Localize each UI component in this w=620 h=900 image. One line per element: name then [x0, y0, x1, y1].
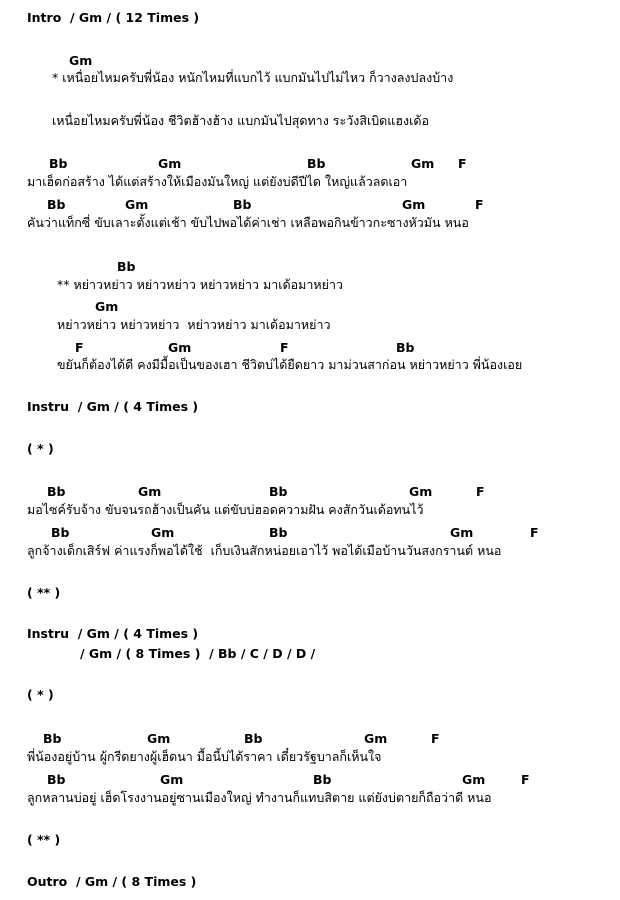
instru-line: Instru / Gm / ( 4 Times ): [27, 399, 199, 414]
lyric-line: คันว่าแท็กซี่ ขับเลาะตั้งแต่เช้า ขับไปพอได้ค่าเช่า เหลือพอกินข้าวกะซางหัวมัน หนอ: [27, 215, 469, 230]
chord: Gm: [160, 772, 184, 787]
lyric-line: ขยันก็ต้องได้ดี คงมีมื้อเป็นของเฮา ชีวิตบ่ได้ยืดยาว มาม่วนสาก่อน หย่าวหย่าว พี่น้องเอย: [57, 357, 523, 372]
chord: F: [431, 731, 440, 746]
chord: Bb: [313, 772, 332, 787]
reference-marker: ( * ): [27, 441, 54, 456]
chord: Gm: [450, 525, 474, 540]
chord: Bb: [51, 525, 70, 540]
chord: Gm: [411, 156, 435, 171]
outro-line: Outro / Gm / ( 8 Times ): [27, 874, 197, 889]
lyric-line: ลูกจ้างเด็กเสิร์ฟ ค่าแรงก็พอได้ใช้ เก็บเงินสักหน่อยเอาไว้ พอได้เมือบ้านวันสงกรานต์ หนอ: [27, 543, 502, 558]
chord: Gm: [364, 731, 388, 746]
chord: Bb: [307, 156, 326, 171]
chord: Gm: [462, 772, 486, 787]
instru-line: Instru / Gm / ( 4 Times ): [27, 626, 199, 641]
lyric-line: ลูกหลานบ่อยู่ เฮ็ดโรงงานอยู่ซานเมืองใหญ่ ทำงานก็แทบสิตาย แต่ยังบ่ตายก็ถือว่าดี หนอ: [27, 790, 492, 805]
chord: Gm: [138, 484, 162, 499]
chord: Bb: [47, 197, 66, 212]
chord: Bb: [43, 731, 62, 746]
intro-line: Intro / Gm / ( 12 Times ): [27, 10, 200, 25]
chord: Bb: [396, 340, 415, 355]
reference-marker: ( ** ): [27, 832, 61, 847]
chord: F: [530, 525, 539, 540]
lyric-line: เหนื่อยไหมครับพี่น้อง ชีวิตฮ้างฮ้าง แบกมันไปสุดทาง ระวังสิเบิดแฮงเด้อ: [52, 113, 429, 128]
chord: Gm: [151, 525, 175, 540]
chord: Gm: [409, 484, 433, 499]
reference-marker: ( ** ): [27, 585, 61, 600]
lyric-line: หย่าวหย่าว หย่าวหย่าว หย่าวหย่าว มาเด้อมาหย่าว: [57, 317, 331, 332]
reference-marker: ( * ): [27, 687, 54, 702]
chord: F: [476, 484, 485, 499]
chord: F: [75, 340, 84, 355]
chord: Gm: [125, 197, 149, 212]
chord: Gm: [95, 299, 119, 314]
chord: Bb: [269, 484, 288, 499]
chord: Gm: [147, 731, 171, 746]
lyric-line: มอไซค์รับจ้าง ขับจนรถฮ้างเป็นคัน แต่ขับบ่ฮอดความฝัน คงสักวันเด้อทนไว้: [27, 502, 424, 517]
chord: Gm: [402, 197, 426, 212]
chord: Bb: [117, 259, 136, 274]
lyric-line: * เหนื่อยไหมครับพี่น้อง หนักไหมที่แบกไว้ แบกมันไปไม่ไหว ก็วางลงปลงบ้าง: [52, 70, 454, 85]
instru-line: / Gm / ( 8 Times ) / Bb / C / D / D /: [80, 646, 316, 661]
lyric-line: ** หย่าวหย่าว หย่าวหย่าว หย่าวหย่าว มาเด้อมาหย่าว: [57, 277, 344, 292]
chord: F: [475, 197, 484, 212]
chord: Bb: [269, 525, 288, 540]
chord: Bb: [233, 197, 252, 212]
chord: Bb: [47, 772, 66, 787]
chord: Bb: [47, 484, 66, 499]
chord: F: [521, 772, 530, 787]
chord: F: [458, 156, 467, 171]
chord: Bb: [49, 156, 68, 171]
lyric-line: พี่น้องอยู่บ้าน ผู้กรีดยางผู้เฮ็ดนา มื้อนี้บ่ได้ราคา เดี๋ยวรัฐบาลก็เห็นใจ: [27, 749, 382, 764]
chord: Gm: [168, 340, 192, 355]
chord: Bb: [244, 731, 263, 746]
chord: Gm: [158, 156, 182, 171]
chord: Gm: [69, 53, 93, 68]
lyric-line: มาเฮ็ดก่อสร้าง ได้แต่สร้างให้เมืองมันใหญ่ แต่ยังบ่ดีปีได ใหญ่แล้วลดเอา: [27, 174, 408, 189]
chord: F: [280, 340, 289, 355]
